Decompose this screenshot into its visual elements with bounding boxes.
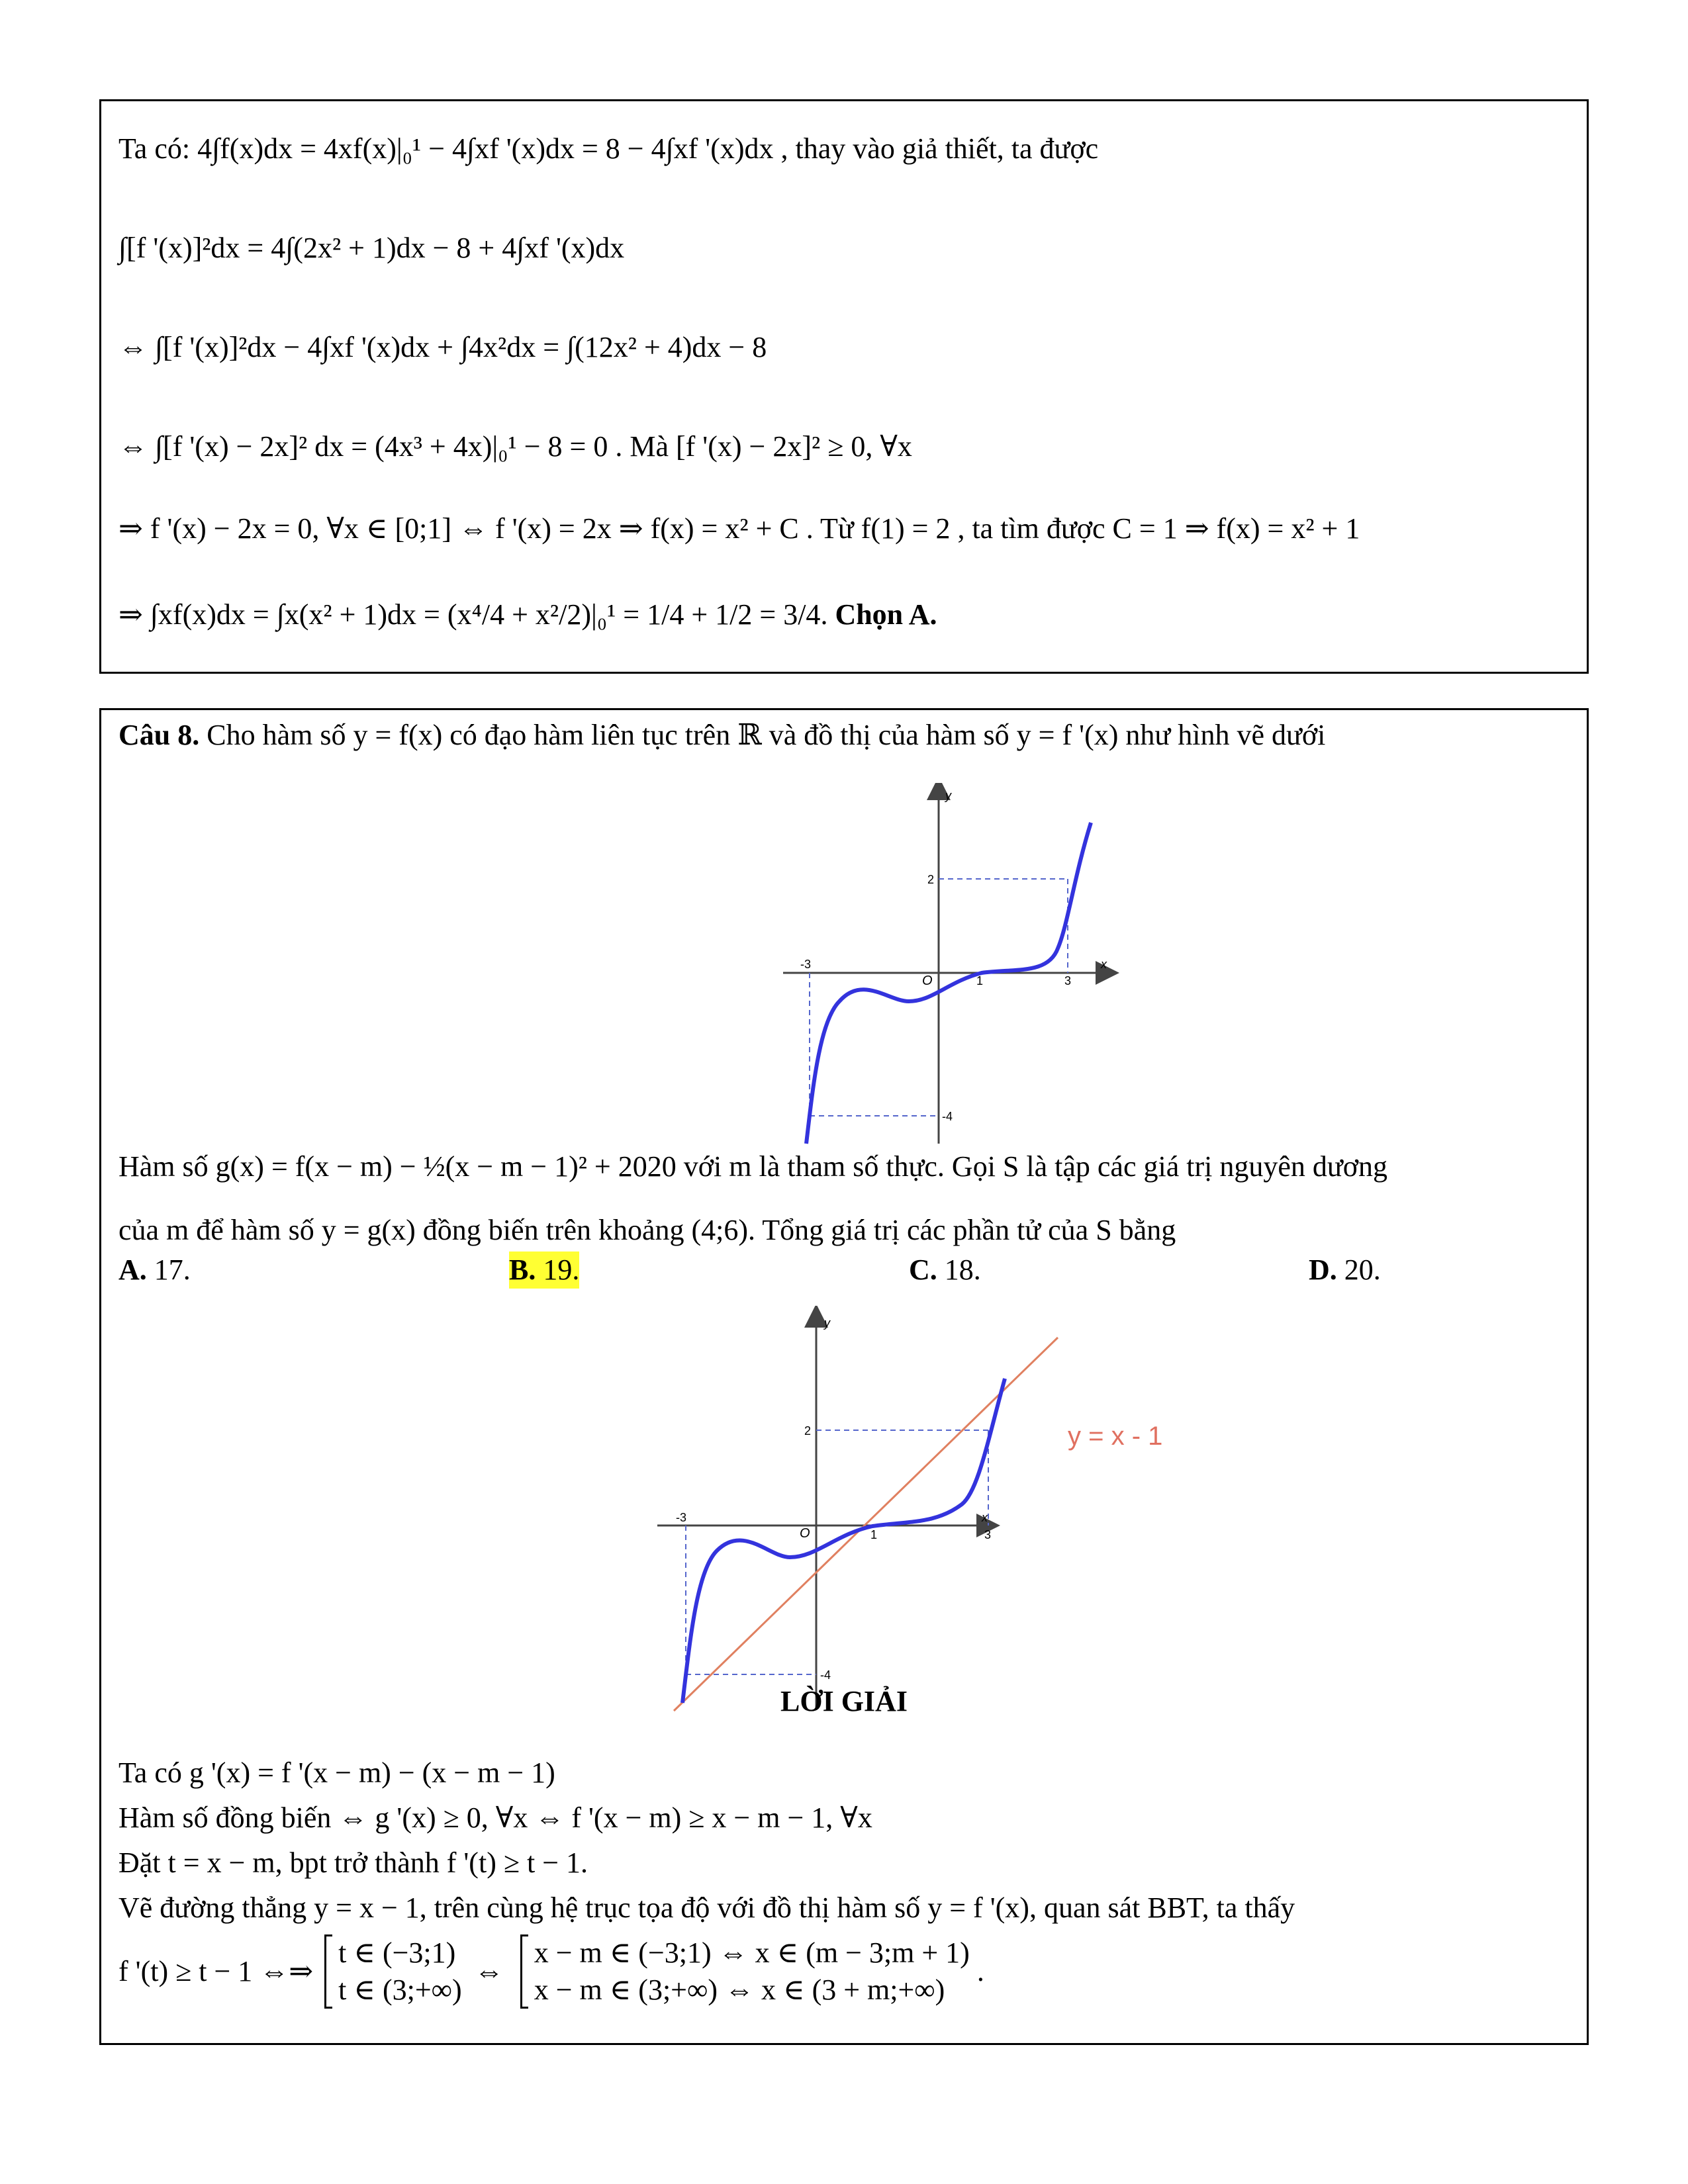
solution-title: LỜI GIẢI [780, 1685, 908, 1717]
option-b-text: 19. [543, 1253, 580, 1286]
option-a-letter: A. [118, 1253, 147, 1286]
box1-line-3 [118, 329, 767, 366]
box1-l4-tail: [f '(x) − 2x]² ≥ 0, ∀x [676, 430, 912, 463]
solution-line-5 [118, 1934, 984, 2009]
label-origin: O [922, 974, 933, 988]
solution-s4: Vẽ đường thẳng y = x − 1, trên cùng hệ trục tọa độ với đồ thị hàm số y = f '(x), quan sát BBT, ta thấy [118, 1891, 1295, 1924]
label-neg3: -3 [800, 958, 812, 971]
box1-line-1 [118, 130, 1098, 167]
q8-line2-suffix: với m là tham số thực. Gọi S là tập các giá trị nguyên dương [683, 1150, 1387, 1183]
case-t-1: t ∈ (−3;1) [338, 1936, 456, 1969]
q8-g-def: g(x) = f(x − m) − ½(x − m − 1)² + 2020 [215, 1150, 677, 1183]
box1-l5-expr: ⇒ f '(x) − 2x = 0, ∀x ∈ [0;1] ⇔ f '(x) = 2x ⇒ f(x) = x² + C [118, 512, 799, 545]
label2-neg3: -3 [676, 1511, 687, 1524]
box1-l5-mid2: , ta tìm được [957, 512, 1105, 545]
box1-l5-result: C = 1 ⇒ f(x) = x² + 1 [1112, 512, 1360, 545]
case-x-1: x − m ∈ (−3;1) ⇔ x ∈ (m − 3;m + 1) [534, 1936, 970, 1969]
label2-y: y [824, 1316, 830, 1330]
label-neg4: -4 [942, 1110, 953, 1123]
label-three: 3 [1064, 974, 1072, 987]
box1-line-6: ⇒ ∫xf(x)dx = ∫x(x² + 1)dx = (x⁴/4 + x²/2)|₀¹ = 1/4 + 1/2 = 3/4. Chọn A. [118, 598, 937, 631]
solution-s5-end: . [976, 1955, 984, 1987]
label-one: 1 [976, 974, 984, 987]
box1-line-4 [118, 428, 912, 465]
solution-box-previous [99, 99, 1589, 674]
label2-neg4: -4 [820, 1668, 831, 1682]
label2-two: 2 [804, 1424, 812, 1437]
graph-f-prime [671, 783, 1121, 1154]
cases-x [520, 1934, 970, 2009]
label-line-equation: y = x - 1 [1068, 1422, 1163, 1451]
q8-line2-prefix: Hàm số [118, 1150, 209, 1183]
q8-line-2 [118, 1148, 1387, 1185]
q8-stem: Cho hàm số y = f(x) có đạo hàm liên tục trên ℝ và đồ thị của hàm số y = f '(x) như hình vẽ dưới [207, 719, 1326, 751]
solution-line-1 [118, 1754, 555, 1792]
solution-s5-lhs: f '(t) ≥ t − 1 ⇔⇒ [118, 1955, 314, 1987]
box1-l2-expr: ∫[f '(x)]²dx = 4∫(2x² + 1)dx − 8 + 4∫xf '(x)dx [118, 232, 625, 264]
option-b-correct[interactable] [509, 1251, 579, 1289]
option-a[interactable] [118, 1251, 191, 1289]
option-d-letter: D. [1309, 1253, 1337, 1286]
solution-line-4 [118, 1889, 1295, 1927]
label-y: y [945, 789, 951, 802]
option-c[interactable] [909, 1251, 981, 1289]
q8-stem-line [118, 717, 1325, 754]
q8-label: Câu 8. [118, 719, 200, 751]
q8-line3: của m để hàm số y = g(x) đồng biến trên khoảng (4;6). Tổng giá trị các phần tử của S bằng [118, 1214, 1176, 1246]
box1-l1-prefix: Ta có: [118, 132, 191, 165]
solution-s5-mid: ⇔ [474, 1955, 504, 1987]
label2-three: 3 [984, 1528, 992, 1541]
box1-l5-mid: . Từ [806, 512, 854, 545]
solution-s3: Đặt t = x − m, bpt trở thành f '(t) ≥ t − 1. [118, 1846, 588, 1879]
solution-line-3 [118, 1844, 588, 1882]
box1-l4-expr: ⇔ ∫[f '(x) − 2x]² dx = (4x³ + 4x)|₀¹ − 8 = 0 [118, 430, 608, 463]
question-8-box [99, 708, 1589, 2045]
case-x-2: x − m ∈ (3;+∞) ⇔ x ∈ (3 + m;+∞) [534, 1974, 945, 2006]
q8-line-3 [118, 1212, 1176, 1249]
box1-line-2 [118, 230, 624, 267]
box1-l6-expr: ⇒ ∫xf(x)dx = ∫x(x² + 1)dx = (x⁴/4 + x²/2)|₀¹ = 1/4 + 1/2 = 3/4 [118, 598, 821, 631]
label-x: x [1101, 958, 1107, 971]
box1-l4-mid: . Mà [615, 430, 669, 463]
label2-x: x [982, 1511, 988, 1524]
box1-l3-expr: ⇔ ∫[f '(x)]²dx − 4∫xf '(x)dx + ∫4x²dx = ∫(12x² + 4)dx − 8 [118, 331, 767, 363]
box1-l1-suffix: , thay vào giả thiết, ta được [780, 132, 1099, 165]
option-a-text: 17. [154, 1253, 191, 1286]
option-c-letter: C. [909, 1253, 937, 1286]
box1-l5-cond: f(1) = 2 [861, 512, 951, 545]
curve-f-prime [806, 823, 1091, 1144]
solution-s1: Ta có g '(x) = f '(x − m) − (x − m − 1) [118, 1756, 555, 1789]
box1-line-5 [118, 510, 1360, 547]
option-d-text: 20. [1344, 1253, 1381, 1286]
label2-origin: O [800, 1526, 810, 1541]
option-c-text: 18. [944, 1253, 981, 1286]
box1-l6-choice: Chọn A. [835, 598, 937, 631]
cases-t [324, 1934, 462, 2009]
graph-f-prime-with-line [565, 1306, 1227, 1729]
box1-l1-expr: 4∫f(x)dx = 4xf(x)|₀¹ − 4∫xf '(x)dx = 8 − 4∫xf '(x)dx [197, 132, 774, 165]
label2-one: 1 [870, 1528, 878, 1541]
option-b-letter: B. [509, 1253, 536, 1286]
label-two: 2 [927, 873, 935, 886]
case-t-2: t ∈ (3;+∞) [338, 1974, 462, 2006]
solution-line-2 [118, 1799, 872, 1837]
option-d[interactable] [1309, 1251, 1381, 1289]
solution-s2: Hàm số đồng biến ⇔ g '(x) ≥ 0, ∀x ⇔ f '(x − m) ≥ x − m − 1, ∀x [118, 1801, 872, 1834]
